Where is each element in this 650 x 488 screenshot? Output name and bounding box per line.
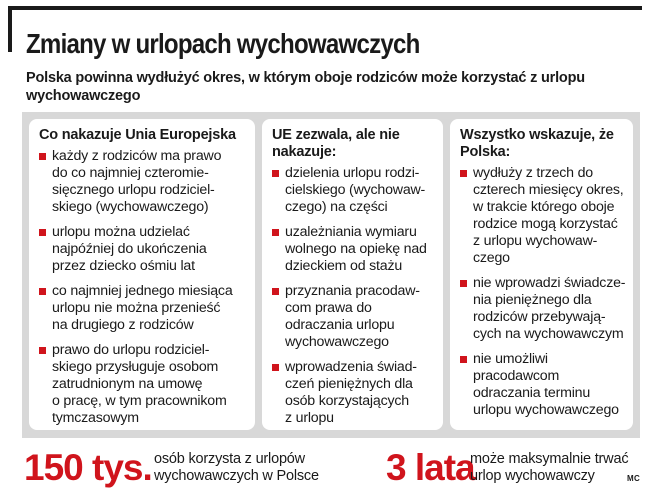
list-item-line: o pracę, w tym pracownikom — [52, 393, 227, 409]
list-item-line: dzielenia urlopu rodzi- — [285, 165, 420, 181]
list-item — [39, 342, 251, 427]
list-item-line: sięcznego urlopu rodziciel- — [52, 182, 215, 198]
column-poland-plans — [450, 119, 633, 430]
list-item-line: nie wprowadzi świadcze- — [473, 275, 626, 291]
infographic-title: Zmiany w urlopach wychowawczych — [26, 28, 420, 59]
list-item-line: rodziców przebywają- — [473, 309, 606, 325]
stat-duration-value: 3 lata — [386, 447, 475, 488]
list-item-line: czterech miesięcy okres, — [473, 182, 624, 198]
column-heading: Co nakazuje Unia Europejska — [39, 127, 236, 143]
column-items — [272, 165, 439, 427]
list-item-line: przez dziecko ośmiu lat — [52, 258, 195, 274]
list-item-line: czego) na części — [285, 199, 388, 215]
list-item-line: czego — [473, 250, 510, 266]
list-item-line: z urlopu wychowaw- — [473, 233, 598, 249]
list-item-line: wydłuży z trzech do — [473, 165, 593, 181]
list-item — [272, 283, 439, 351]
column-eu-allows — [262, 119, 443, 430]
list-item-line: skiego (wychowawczego) — [52, 199, 209, 215]
list-item-line: czeń pieniężnych dla — [285, 376, 413, 392]
list-item — [460, 165, 629, 267]
list-item-line: co najmniej jednego miesiąca — [52, 283, 233, 299]
list-item — [39, 224, 251, 275]
list-item — [272, 165, 439, 216]
stat-users-text: osób korzysta z urlopów wychowawczych w Polsce — [154, 451, 319, 484]
list-item-line: skiego przysługuje osobom — [52, 359, 219, 375]
list-item-line: prawo do urlopu rodziciel- — [52, 342, 210, 358]
list-item-line: do co najmniej czteromie- — [52, 165, 209, 181]
list-item-line: wychowawczego — [285, 334, 389, 350]
list-item-line: cielskiego (wychowaw- — [285, 182, 426, 198]
list-item — [272, 359, 439, 427]
column-heading: Wszystko wskazuje, że Polska: — [460, 127, 614, 160]
list-item-line: osób korzystających — [285, 393, 409, 409]
list-item-line: urlopu nie można przenieść — [52, 300, 221, 316]
list-item-line: rodzice mogą korzystać — [473, 216, 618, 232]
list-item — [39, 148, 251, 216]
list-item-line: z urlopu — [285, 410, 334, 426]
column-items — [460, 165, 629, 419]
list-item — [272, 224, 439, 275]
top-rule — [8, 6, 642, 10]
list-item — [460, 275, 629, 343]
left-rule — [8, 6, 12, 52]
column-heading: UE zezwala, ale nie nakazuje: — [272, 127, 400, 160]
list-item-line: każdy z rodziców ma prawo — [52, 148, 222, 164]
columns-panel — [22, 112, 640, 438]
list-item-line: odraczania urlopu — [285, 317, 395, 333]
infographic-subtitle: Polska powinna wydłużyć okres, w którym oboje rodziców może korzystać z urlopu wychowawczego — [26, 70, 585, 104]
column-eu-requires — [29, 119, 255, 430]
list-item-line: pracodawcom — [473, 368, 560, 384]
list-item-line: wprowadzenia świad- — [285, 359, 417, 375]
list-item — [460, 351, 629, 419]
list-item-line: nie umożliwi — [473, 351, 548, 367]
list-item-line: dzieckiem od stażu — [285, 258, 403, 274]
list-item-line: urlopu wychowawczego — [473, 402, 619, 418]
list-item-line: wolnego na opiekę nad — [285, 241, 427, 257]
list-item-line: cych na wychowawczym — [473, 326, 624, 342]
list-item-line: uzależniania wymiaru — [285, 224, 417, 240]
list-item-line: nia pieniężnego dla — [473, 292, 592, 308]
list-item-line: w trakcie którego oboje — [473, 199, 615, 215]
list-item-line: na drugiego z rodziców — [52, 317, 194, 333]
author-initials: MC — [627, 474, 641, 483]
list-item-line: tymczasowym — [52, 410, 139, 426]
list-item-line: urlopu można udzielać — [52, 224, 190, 240]
list-item-line: com prawa do — [285, 300, 372, 316]
list-item-line: zatrudnionym na umowę — [52, 376, 203, 392]
stat-users-value: 150 tys. — [24, 447, 152, 488]
list-item-line: najpóźniej do ukończenia — [52, 241, 207, 257]
list-item-line: odraczania terminu — [473, 385, 591, 401]
stat-duration-text: może maksymalnie trwać urlop wychowawczy — [470, 451, 629, 484]
list-item-line: przyznania pracodaw- — [285, 283, 420, 299]
list-item — [39, 283, 251, 334]
column-items — [39, 148, 251, 427]
